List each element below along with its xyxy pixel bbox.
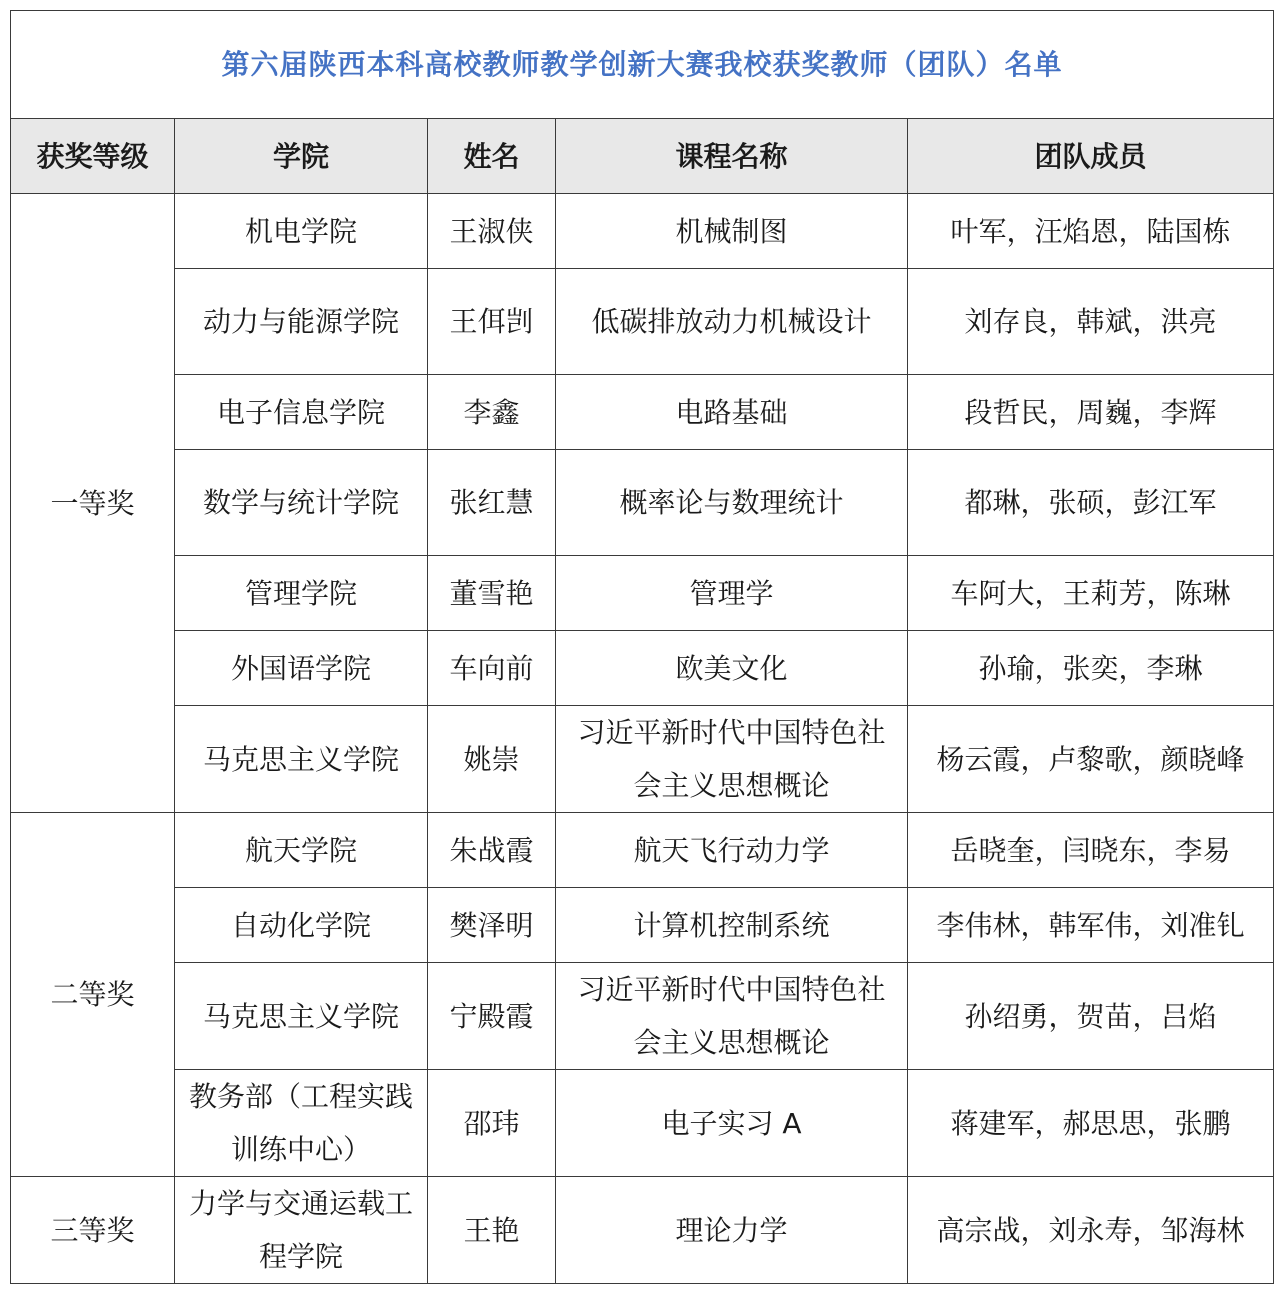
table-row xyxy=(11,450,1274,556)
college-cell: 力学与交通运载工程学院 xyxy=(175,1177,428,1284)
members-cell: 李伟林，韩军伟，刘准钆 xyxy=(908,888,1274,963)
college-cell: 自动化学院 xyxy=(175,888,428,963)
course-cell: 习近平新时代中国特色社会主义思想概论 xyxy=(556,706,908,813)
college-cell: 教务部（工程实践训练中心） xyxy=(175,1070,428,1177)
college-cell: 电子信息学院 xyxy=(175,375,428,450)
header-award-level: 获奖等级 xyxy=(11,119,175,194)
award-level-cell: 三等奖 xyxy=(11,1177,175,1284)
college-cell: 管理学院 xyxy=(175,556,428,631)
course-cell: 机械制图 xyxy=(556,194,908,269)
course-cell: 计算机控制系统 xyxy=(556,888,908,963)
table-row xyxy=(11,1070,1274,1177)
members-cell: 杨云霞，卢黎歌，颜晓峰 xyxy=(908,706,1274,813)
table-row xyxy=(11,888,1274,963)
header-course: 课程名称 xyxy=(556,119,908,194)
header-members: 团队成员 xyxy=(908,119,1274,194)
members-cell: 孙瑜，张奕，李琳 xyxy=(908,631,1274,706)
members-cell: 孙绍勇，贺苗，吕焰 xyxy=(908,963,1274,1070)
course-cell: 理论力学 xyxy=(556,1177,908,1284)
college-cell: 外国语学院 xyxy=(175,631,428,706)
award-level-cell: 一等奖 xyxy=(11,194,175,813)
college-cell: 动力与能源学院 xyxy=(175,269,428,375)
name-cell: 王淑侠 xyxy=(428,194,556,269)
table-row xyxy=(11,1177,1274,1284)
college-cell: 马克思主义学院 xyxy=(175,706,428,813)
members-cell: 岳晓奎，闫晓东，李易 xyxy=(908,813,1274,888)
course-cell: 习近平新时代中国特色社会主义思想概论 xyxy=(556,963,908,1070)
members-cell: 叶军，汪焰恩，陆国栋 xyxy=(908,194,1274,269)
members-cell: 刘存良，韩斌，洪亮 xyxy=(908,269,1274,375)
table-row xyxy=(11,963,1274,1070)
college-cell: 机电学院 xyxy=(175,194,428,269)
header-college: 学院 xyxy=(175,119,428,194)
members-cell: 高宗战，刘永寿，邹海林 xyxy=(908,1177,1274,1284)
table-row xyxy=(11,269,1274,375)
members-cell: 都琳，张硕，彭江军 xyxy=(908,450,1274,556)
name-cell: 王佴剀 xyxy=(428,269,556,375)
name-cell: 董雪艳 xyxy=(428,556,556,631)
name-cell: 车向前 xyxy=(428,631,556,706)
course-cell: 管理学 xyxy=(556,556,908,631)
course-cell: 电子实习 A xyxy=(556,1070,908,1177)
college-cell: 马克思主义学院 xyxy=(175,963,428,1070)
members-cell: 段哲民，周巍，李辉 xyxy=(908,375,1274,450)
course-cell: 航天飞行动力学 xyxy=(556,813,908,888)
table-row xyxy=(11,375,1274,450)
members-cell: 车阿大，王莉芳，陈琳 xyxy=(908,556,1274,631)
page-title: 第六届陕西本科高校教师教学创新大赛我校获奖教师（团队）名单 xyxy=(11,11,1274,119)
award-level-cell: 二等奖 xyxy=(11,813,175,1177)
header-name: 姓名 xyxy=(428,119,556,194)
table-row xyxy=(11,556,1274,631)
name-cell: 邵玮 xyxy=(428,1070,556,1177)
name-cell: 李鑫 xyxy=(428,375,556,450)
course-cell: 欧美文化 xyxy=(556,631,908,706)
name-cell: 樊泽明 xyxy=(428,888,556,963)
course-cell: 概率论与数理统计 xyxy=(556,450,908,556)
course-cell: 低碳排放动力机械设计 xyxy=(556,269,908,375)
name-cell: 姚崇 xyxy=(428,706,556,813)
name-cell: 朱战霞 xyxy=(428,813,556,888)
name-cell: 张红慧 xyxy=(428,450,556,556)
name-cell: 王艳 xyxy=(428,1177,556,1284)
college-cell: 数学与统计学院 xyxy=(175,450,428,556)
members-cell: 蒋建军，郝思思，张鹏 xyxy=(908,1070,1274,1177)
table-row xyxy=(11,813,1274,888)
name-cell: 宁殿霞 xyxy=(428,963,556,1070)
table-row xyxy=(11,194,1274,269)
award-table xyxy=(10,10,1274,1284)
table-row xyxy=(11,706,1274,813)
college-cell: 航天学院 xyxy=(175,813,428,888)
table-row xyxy=(11,631,1274,706)
course-cell: 电路基础 xyxy=(556,375,908,450)
